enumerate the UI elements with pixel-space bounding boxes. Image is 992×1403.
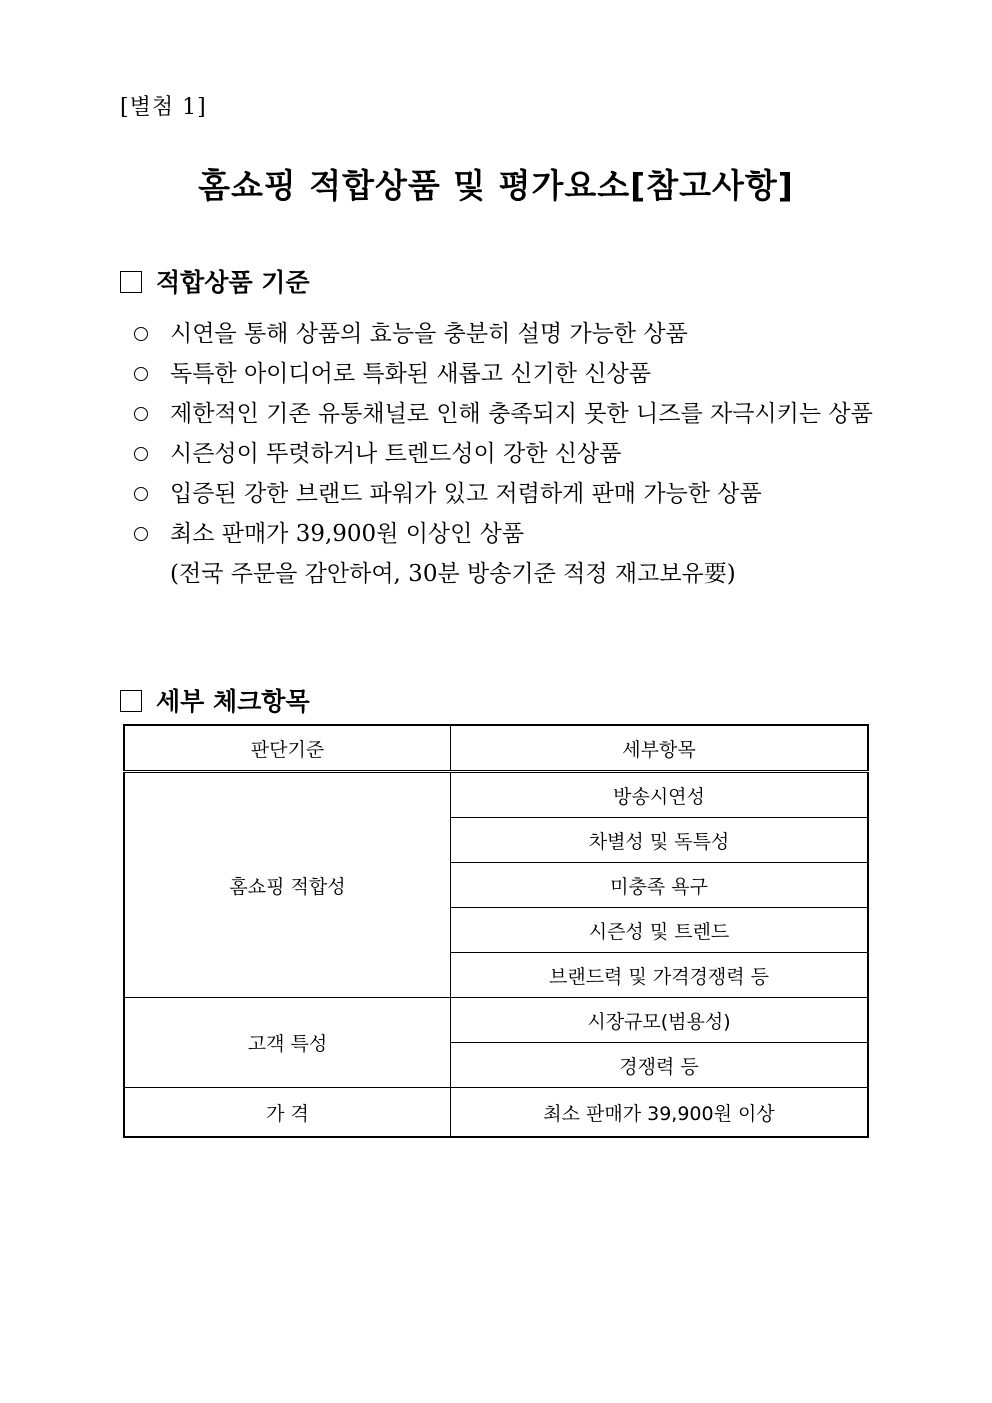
criteria-list <box>130 314 880 594</box>
list-item <box>130 394 880 434</box>
list-item-text: 제한적인 기존 유통채널로 인해 충족되지 못한 니즈를 자극시키는 상품 <box>170 401 873 427</box>
item-cell: 방송시연성 <box>451 772 869 818</box>
table-row <box>124 1088 868 1138</box>
item-cell: 시즌성 및 트렌드 <box>451 908 869 953</box>
criterion-cell: 고객 특성 <box>124 998 451 1088</box>
circle-bullet-icon <box>134 407 148 421</box>
criterion-cell: 가 격 <box>124 1088 451 1138</box>
column-header-criterion: 판단기준 <box>124 725 451 772</box>
list-item-text: 시즌성이 뚜렷하거나 트렌드성이 강한 신상품 <box>170 441 622 467</box>
item-cell: 브랜드력 및 가격경쟁력 등 <box>451 953 869 998</box>
table-row <box>124 772 868 818</box>
page-title: 홈쇼핑 적합상품 및 평가요소[참고사항] <box>198 166 794 205</box>
item-cell: 차별성 및 독특성 <box>451 818 869 863</box>
item-cell: 미충족 욕구 <box>451 863 869 908</box>
checkbox-square-icon <box>120 690 142 712</box>
list-item <box>130 434 880 474</box>
list-item-text: 입증된 강한 브랜드 파워가 있고 저렴하게 판매 가능한 상품 <box>170 481 762 507</box>
section-heading-checklist-label: 세부 체크항목 <box>156 687 310 716</box>
section-heading-criteria <box>120 263 310 299</box>
section-heading-criteria-label: 적합상품 기준 <box>156 268 310 297</box>
circle-bullet-icon <box>134 367 148 381</box>
table-header-row <box>124 725 868 772</box>
circle-bullet-icon <box>134 327 148 341</box>
circle-bullet-icon <box>134 447 148 461</box>
attachment-label: [별첨 1] <box>120 95 207 120</box>
circle-bullet-icon <box>134 487 148 501</box>
list-item-text: 독특한 아이디어로 특화된 새롭고 신기한 신상품 <box>170 361 651 387</box>
table-row <box>124 998 868 1043</box>
section-heading-checklist <box>120 682 310 718</box>
list-item <box>130 354 880 394</box>
item-cell: 경쟁력 등 <box>451 1043 869 1088</box>
circle-bullet-icon <box>134 527 148 541</box>
column-header-item: 세부항목 <box>451 725 869 772</box>
criterion-cell: 홈쇼핑 적합성 <box>124 772 451 998</box>
list-item-text: 최소 판매가 39,900원 이상인 상품 <box>170 521 525 547</box>
list-item-text: 시연을 통해 상품의 효능을 충분히 설명 가능한 상품 <box>170 321 688 347</box>
list-item <box>130 474 880 514</box>
inventory-note: (전국 주문을 감안하여, 30분 방송기준 적정 재고보유要) <box>170 561 736 587</box>
list-item <box>130 514 880 594</box>
checklist-table <box>123 724 869 1138</box>
list-item <box>130 314 880 354</box>
checkbox-square-icon <box>120 271 142 293</box>
item-cell: 최소 판매가 39,900원 이상 <box>451 1088 869 1138</box>
item-cell: 시장규모(범용성) <box>451 998 869 1043</box>
